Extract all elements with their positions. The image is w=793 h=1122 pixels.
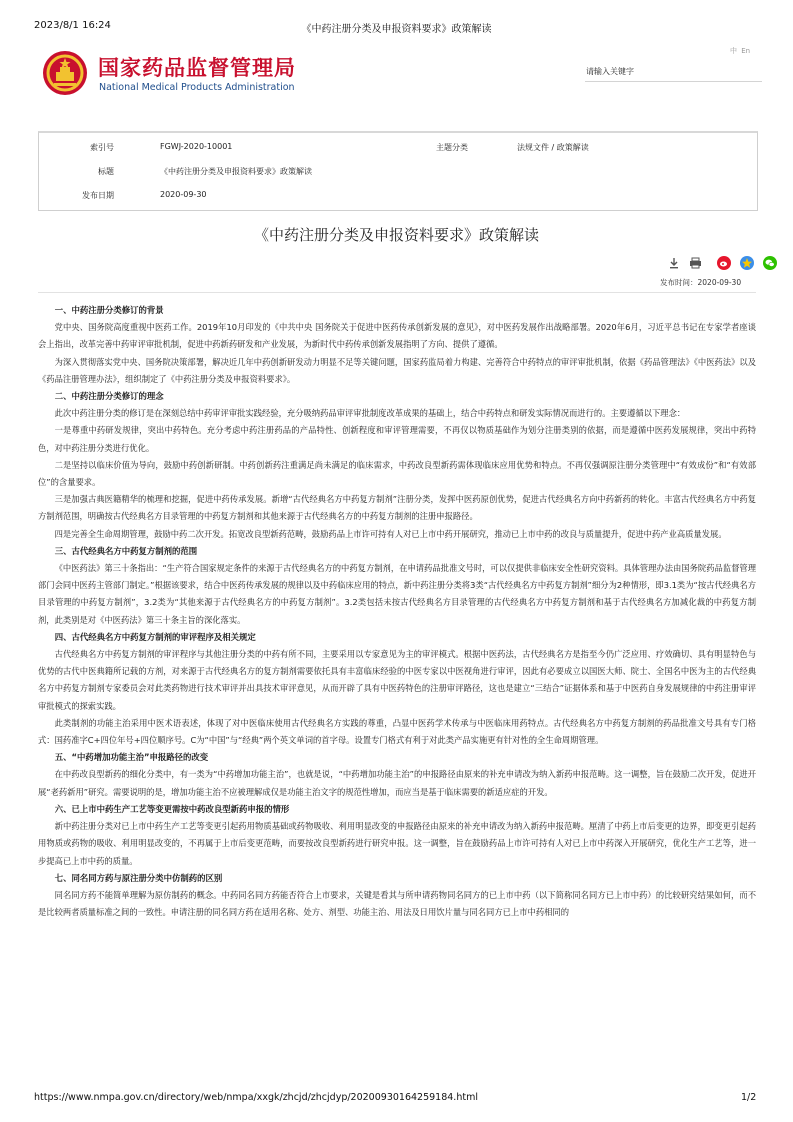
article-body xyxy=(38,302,756,921)
section-heading: 三、古代经典名方中药复方制剂的范围 xyxy=(54,545,198,556)
print-datetime: 2023/8/1 16:24 xyxy=(34,20,111,31)
wechat-icon[interactable] xyxy=(763,256,777,270)
section-heading: 五、“中药增加功能主治”申报路径的改变 xyxy=(54,752,209,763)
metadata-table xyxy=(38,131,758,211)
paragraph: 古代经典名方中药复方制剂的审评程序与其他注册分类的中药有所不同，主要采用以专家意见为主的审评模式。根据中医药法，古代经典名方是指至今仍广泛应用、疗效确切、具有明显特色与优势的古代中医典籍所记载的方剂，对来源于古代经典名方的复方制剂需要依托具有丰富临床经验的中医专家以中医视角进行审评，因此有必要成立以国医大师、院士、全国名中医为主的古代经典名方中药复方制剂专家委员会对此类药物进行技术审评并出具技术审评意见，从而开辟了具有中医药特色的注册审评路径，这也是建立“三结合”证据体系和基于中医药自身发展规律的中药注册审评审批模式的探索实践。 xyxy=(38,649,756,711)
print-page-title: 《中药注册分类及申报资料要求》政策解读 xyxy=(301,24,492,35)
search-input[interactable]: 请输入关键字 xyxy=(585,63,762,82)
divider xyxy=(38,292,756,293)
language-switch xyxy=(728,46,750,56)
lang-en-link[interactable]: En xyxy=(741,47,751,55)
index-value: FGWJ-2020-10001 xyxy=(160,142,233,151)
date-value: 2020-09-30 xyxy=(160,190,207,199)
share-toolbar xyxy=(668,252,781,268)
page-number: 1/2 xyxy=(741,1092,757,1103)
category-value: 法规文件 / 政策解读 xyxy=(517,143,589,152)
page-url: https://www.nmpa.gov.cn/directory/web/nmpa/xxgk/zhcjd/zhcjdyp/20200930164259184.html xyxy=(34,1092,478,1103)
paragraph: 一是尊重中药研发规律，突出中药特色。充分考虑中药注册药品的产品特性、创新程度和审评管理需要，不再仅以物质基础作为划分注册类别的依据，而是遵循中医药发展规律，突出中药特色，对中药注册分类进行优化。 xyxy=(38,425,756,453)
date-label: 发布日期 xyxy=(82,191,114,200)
index-label: 索引号 xyxy=(90,143,114,152)
paragraph: 三是加强古典医籍精华的梳理和挖掘，促进中药传承发展。新增“古代经典名方中药复方制剂”注册分类，发挥中医药原创优势，促进古代经典名方向中药新药的转化。丰富古代经典名方中药复方制剂范围，明确按古代经典名方目录管理的中药复方制剂和其他来源于古代经典名方的中药复方制剂的注册申报路径。 xyxy=(38,494,756,522)
paragraph: 此类制剂的功能主治采用中医术语表述，体现了对中医临床使用古代经典名方实践的尊重，凸显中医药学术传承与中医临床用药特点。古代经典名方中药复方制剂的药品批准文号具有专门格式：国药准字C+四位年号+四位顺序号。C为“中国”与“经典”两个英文单词的首字母。设置专门格式有利于对此类产品实施更有针对性的全生命周期管理。 xyxy=(38,717,756,746)
section-heading: 一、中药注册分类修订的背景 xyxy=(54,305,164,315)
paragraph: 新中药注册分类对已上市中药生产工艺等变更引起药用物质基础或药物吸收、利用明显改变的申报路径由原来的补充申请改为纳入新药申报范畴。厘清了中药上市后变更的边界，即变更引起药用物质或药物的吸收、利用明显改变的，不再属于上市后变更范畴，而要按改良型新药进行研究申报。这一调整，旨在鼓励药品上市许可持有人对已上市中药深入开展研究，优化生产工艺等，进一步提高已上市中药的质量。 xyxy=(38,821,756,866)
section-heading: 四、古代经典名方中药复方制剂的审评程序及相关规定 xyxy=(54,631,256,642)
category-label: 主题分类 xyxy=(436,143,468,152)
section-heading: 七、同名同方药与原注册分类中仿制药的区别 xyxy=(54,872,223,883)
paragraph: 四是完善全生命周期管理，鼓励中药二次开发。拓宽改良型新药范畴，鼓励药品上市许可持有人对已上市中药开展研究，推动已上市中药的改良与质量提升，促进中药产业高质量发展。 xyxy=(54,528,727,539)
article-title: 《中药注册分类及申报资料要求》政策解读 xyxy=(253,226,539,244)
site-name-cn[interactable]: 国家药品监督管理局 xyxy=(98,56,296,80)
lang-cn-link[interactable]: 中 xyxy=(730,47,737,55)
download-icon[interactable] xyxy=(668,257,680,269)
paragraph: 二是坚持以临床价值为导向，鼓励中药创新研制。中药创新药注重满足尚未满足的临床需求，中药改良型新药需体现临床应用优势和特点。不再仅强调原注册分类管理中“有效成份”和“有效部位”的含量要求。 xyxy=(38,459,756,488)
paragraph: 此次中药注册分类的修订是在深刻总结中药审评审批实践经验，充分吸纳药品审评审批制度改革成果的基础上，结合中药特点和研发实际情况而进行的。主要遵循以下理念： xyxy=(54,408,686,419)
title-label: 标题 xyxy=(98,167,114,176)
paragraph: 在中药改良型新药的细化分类中，有一类为“中药增加功能主治”，也就是说，“中药增加功能主治”的申报路径由原来的补充申请改为纳入新药申报范畴。这一调整，旨在鼓励二次开发，促进开展“老药新用”研究。需要说明的是，增加功能主治不应被理解成仅是功能主治文字的规范性增加，而应当是基于临床需要的新适应症的开发。 xyxy=(38,769,756,797)
paragraph: 党中央、国务院高度重视中医药工作。2019年10月印发的《中共中央 国务院关于促进中医药传承创新发展的意见》，对中医药发展作出战略部署。2020年6月，习近平总书记在专家学者座谈会上指出，改革完善中药审评审批机制，促进中药新药研发和产业发展，为新时代中药传承创新发展指明了方向、提供了遵循。 xyxy=(38,322,756,350)
paragraph: 为深入贯彻落实党中央、国务院决策部署，解决近几年中药创新研发动力明显不足等关键问题，国家药监局着力构建、完善符合中药特点的审评审批机制，依据《药品管理法》《中医药法》以及《药品注册管理办法》，组织制定了《中药注册分类及申报资料要求》。 xyxy=(38,356,756,384)
section-heading: 六、已上市中药生产工艺等变更需按中药改良型新药申报的情形 xyxy=(54,803,290,814)
title-value: 《中药注册分类及申报资料要求》政策解读 xyxy=(160,167,312,176)
weibo-icon[interactable] xyxy=(717,256,731,270)
section-heading: 二、中药注册分类修订的理念 xyxy=(54,391,164,402)
publish-time: 发布时间：2020-09-30 xyxy=(660,278,742,287)
print-icon[interactable] xyxy=(689,257,702,269)
paragraph: 《中医药法》第三十条指出：“生产符合国家规定条件的来源于古代经典名方的中药复方制剂，在申请药品批准文号时，可以仅提供非临床安全性研究资料。具体管理办法由国务院药品监督管理部门会同中医药主管部门制定。”根据该要求，结合中医药传承发展的规律以及中药临床应用的特点，新中药注册分类将3类“古代经典名方中药复方制剂”细分为2种情形，即3.1类为“按古代经典名方目录管理的中药复方制剂”，3.2类为“其他来源于古代经典名方的中药复方制剂”。3.2类包括未按古代经典名方目录管理的古代经典名方中药复方制剂和基于古代经典名方加减化裁的中药复方制剂，此类别是对《中医药法》第三十条主旨的深化落实。 xyxy=(38,563,756,625)
paragraph: 同名同方药不能简单理解为原仿制药的概念。中药同名同方药能否符合上市要求，关键是看其与所申请药物同名同方的已上市中药（以下简称同名同方已上市中药）的比较研究结果如何，而不是比较两者质量标准之间的一致性。申请注册的同名同方药在适用名称、处方、剂型、功能主治、用法及日用饮片量与同名同方已上市中药相同的 xyxy=(38,889,756,918)
site-name-en: National Medical Products Administration xyxy=(99,82,295,93)
national-emblem-icon xyxy=(42,50,88,96)
qzone-icon[interactable] xyxy=(740,256,754,270)
